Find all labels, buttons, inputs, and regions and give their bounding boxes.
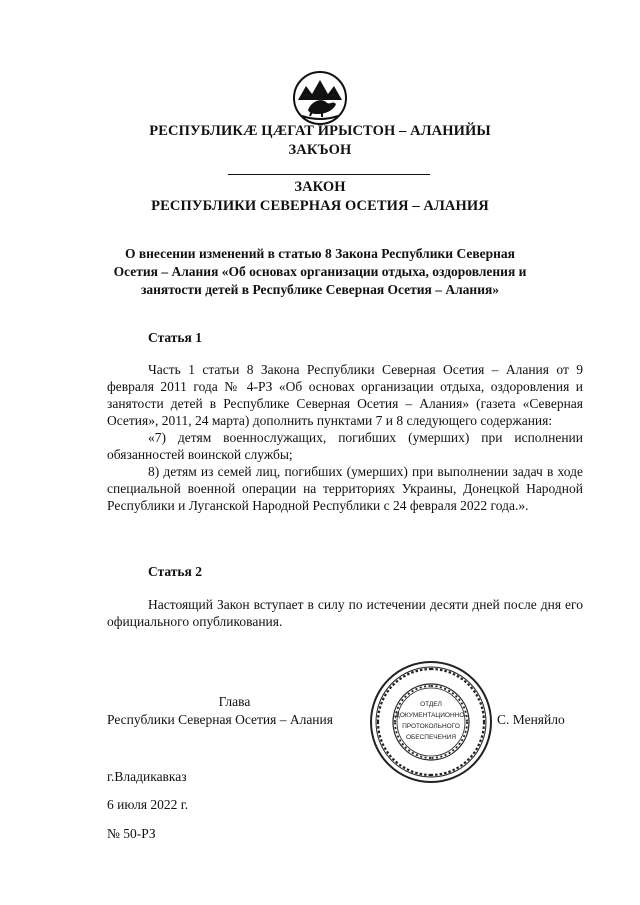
article-1-paragraph-2: «7) детям военнослужащих, погибших (умерших) при исполнении обязанностей воинской службы; [107, 430, 583, 462]
stamp-text-line-1: ОТДЕЛ [420, 701, 442, 708]
article-2-paragraph-1: Настоящий Закон вступает в силу по истечении десяти дней после дня его официального опубликования. [107, 597, 583, 629]
header-law-russian: ЗАКОН [294, 179, 346, 195]
header-divider [228, 174, 430, 175]
footer-law-number: № 50-РЗ [107, 826, 156, 841]
article-1-paragraph-3: 8) детям из семей лиц, погибших (умерших) при выполнении задач в ходе специальной военной операции на территориях Украины, Донецкой Народной Республики и Луганской Народной Республики с 24 февраля 2022 года.». [107, 464, 583, 513]
signature-position-organization: Республики Северная Осетия – Алания [107, 712, 333, 727]
signature-name: С. Меняйло [497, 712, 565, 727]
header-republic-ossetian: РЕСПУБЛИКӔ ЦӔГАТ ИРЫСТОН – АЛАНИЙЫ [149, 123, 491, 139]
signature-position-title: Глава [218, 694, 251, 709]
title-line-3: занятости детей в Республике Северная Осетия – Алания» [140, 282, 500, 297]
article-1-paragraph-1: Часть 1 статьи 8 Закона Республики Северная Осетия – Алания от 9 февраля 2011 года № 4-РЗ «Об основах организации отдыха, оздоровления и занятости детей в Республике Северная Осетия – Алания» (газета «Северная Осетия», 2011, 24 марта) дополнить пунктами 7 и 8 следующего содержания: [107, 362, 583, 428]
article-1-heading: Статья 1 [148, 330, 202, 345]
stamp-text-line-4: ОБЕСПЕЧЕНИЯ [405, 734, 457, 741]
stamp-text-line-2: ДОКУМЕНТАЦИОННО- [395, 712, 467, 719]
article-2-heading: Статья 2 [148, 564, 202, 579]
title-line-2: Осетия – Алания «Об основах организации отдыха, оздоровления и [113, 264, 527, 279]
header-republic-russian: РЕСПУБЛИКИ СЕВЕРНАЯ ОСЕТИЯ – АЛАНИЯ [151, 198, 489, 214]
header-law-ossetian: ЗАКЪОН [288, 142, 352, 158]
footer-date: 6 июля 2022 г. [107, 797, 189, 812]
footer-city: г.Владикавказ [107, 769, 187, 784]
title-line-1: О внесении изменений в статью 8 Закона Республики Северная [124, 246, 515, 261]
official-stamp [368, 659, 494, 785]
coat-of-arms-emblem [292, 70, 348, 126]
stamp-text-line-3: ПРОТОКОЛЬНОГО [402, 723, 460, 730]
article-1-body [107, 361, 583, 514]
article-2-body [107, 596, 583, 630]
